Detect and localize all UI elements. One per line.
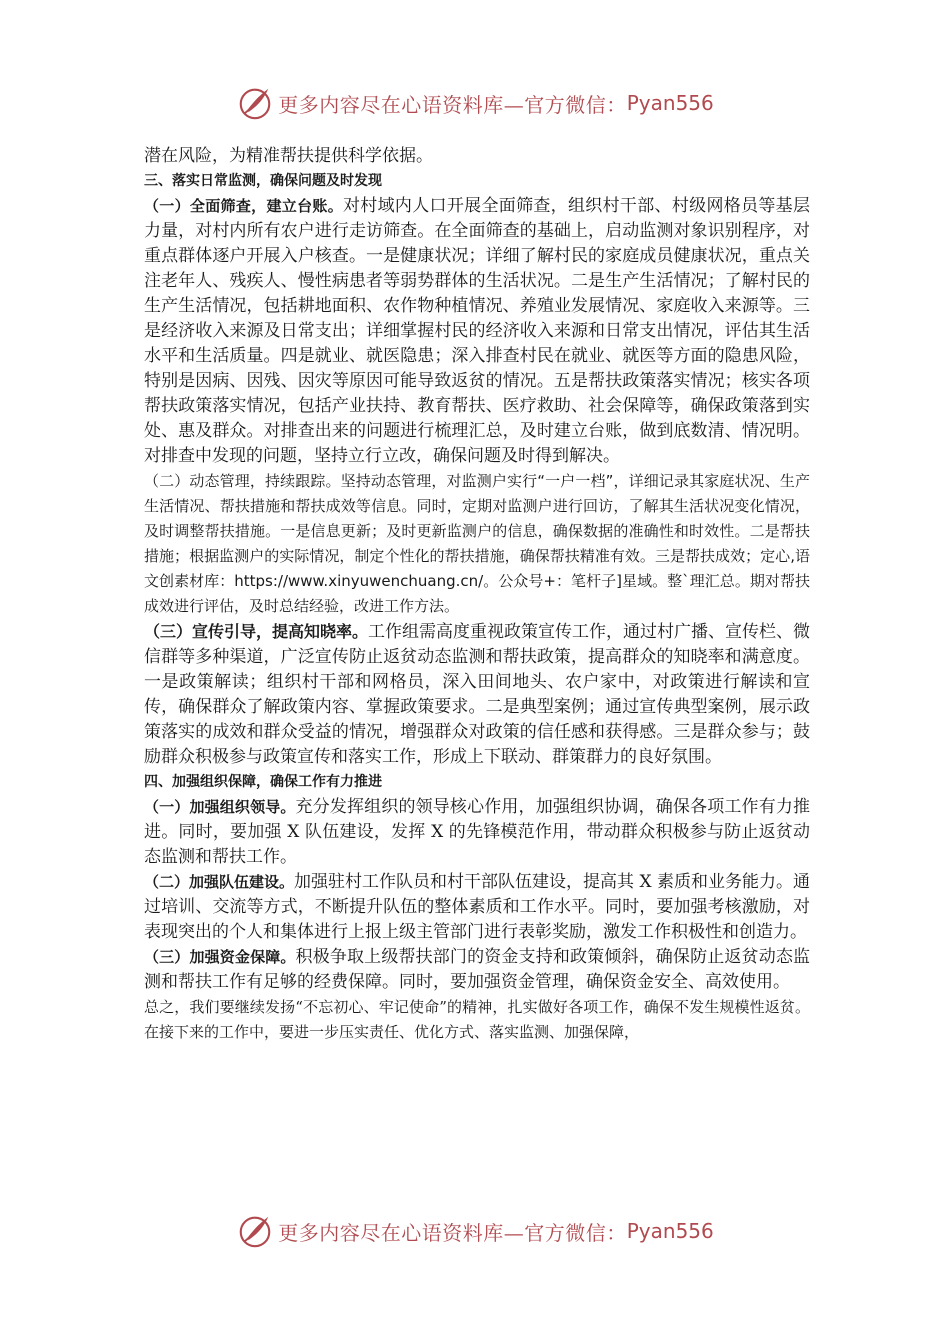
paragraph-text: 加强驻村工作队员和村干部队伍建设，提高其 X 素质和业务能力。通过培训、交流等方式，不断提升队伍的整体素质和工作水平。同时，要加强考核激励，对表现突出的个人和集体进行上报上级主管部门进行表彰奖励，激发工作积极性和创造力。 bbox=[144, 872, 810, 942]
paragraph-text: 积极争取上级帮扶部门的资金支持和政策倾斜，确保防止返贫动态监测和帮扶工作有足够的经费保障。同时，要加强资金管理，确保资金安全、高效使用。 bbox=[144, 947, 810, 992]
paragraph-3-1 bbox=[144, 194, 810, 469]
paragraph-text: 对村域内人口开展全面筛查，组织村干部、村级网格员等基层力量，对村内所有农户进行走访筛查。在全面筛查的基础上，启动监测对象识别程序，对重点群体逐户开展入户核查。一是健康状况；详细了解村民的家庭成员健康状况，重点关注老年人、残疾人、慢性病患者等弱势群体的生活状况。二是生产生活情况；了解村民的生产生活情况，包括耕地面积、农作物种植情况、养殖业发展情况、家庭收入来源等。三是经济收入来源及日常支出；详细掌握村民的经济收入来源和日常支出情况，评估其生活水平和生活质量。四是就业、就医隐患；深入排查村民在就业、就医等方面的隐患风险，特别是因病、因残、因灾等原因可能导致返贫的情况。五是帮扶政策落实情况；核实各项帮扶政策落实情况，包括产业扶持、教育帮扶、医疗救助、社会保障等，确保政策落到实处、惠及群众。对排查出来的问题进行梳理汇总，及时建立台账，做到底数清、情况明。对排查中发现的问题，坚持立行立改，确保问题及时得到解决。 bbox=[144, 196, 810, 466]
document-body bbox=[144, 144, 810, 1045]
paragraph-lead: （二）加强队伍建设。 bbox=[144, 873, 295, 891]
quill-circle-icon bbox=[236, 84, 274, 122]
paragraph-lead: （一）全面筛查，建立台账。 bbox=[144, 197, 343, 215]
section-heading-4: 四、加强组织保障，确保工作有力推进 bbox=[144, 774, 382, 790]
paragraph-3-2: （二）动态管理，持续跟踪。坚持动态管理，对监测户实行“一户一档”，详细记录其家庭状况、生产生活情况、帮扶措施和帮扶成效等信息。同时，定期对监测户进行回访，了解其生活状况变化情况，及时调整帮扶措施。一是信息更新；及时更新监测户的信息，确保数据的准确性和时效性。二是帮扶措施；根据监测户的实际情况，制定个性化的帮扶措施，确保帮扶精准有效。三是帮扶成效；定心,语文创素材库：https://www.xinyuwenchuang.cn/。公众号+：笔杆子]星域。整`理汇总。期对帮扶成效进行评估，及时总结经验，改进工作方法。 bbox=[144, 472, 810, 615]
banner-text: 更多内容尽在心语资料库—官方微信： bbox=[278, 92, 627, 117]
paragraph-lead: （三）加强资金保障。 bbox=[144, 948, 296, 966]
paragraph-3-3 bbox=[144, 619, 810, 770]
paragraph-lead: （三）宣传引导，提高知晓率。 bbox=[144, 622, 369, 641]
paragraph-4-2 bbox=[144, 870, 810, 945]
quill-circle-icon bbox=[236, 1212, 274, 1250]
paragraph-4-3 bbox=[144, 945, 810, 995]
banner-wechat-id: Pyan556 bbox=[626, 91, 714, 115]
paragraph-4-1 bbox=[144, 795, 810, 870]
banner-wechat-id: Pyan556 bbox=[626, 1219, 714, 1243]
paragraph-conclusion: 总之，我们要继续发扬“不忘初心、牢记使命”的精神，扎实做好各项工作，确保不发生规模性返贫。在接下来的工作中，要进一步压实责任、优化方式、落实监测、加强保障， bbox=[144, 998, 810, 1041]
footer-banner bbox=[0, 1208, 950, 1254]
paragraph-text: 工作组需高度重视政策宣传工作，通过村广播、宣传栏、微信群等多种渠道，广泛宣传防止返贫动态监测和帮扶政策，提高群众的知晓率和满意度。一是政策解读；组织村干部和网格员，深入田间地头、农户家中，对政策进行解读和宣传，确保群众了解政策内容、掌握政策要求。二是典型案例；通过宣传典型案例，展示政策落实的成效和群众受益的情况，增强群众对政策的信任感和获得感。三是群众参与；鼓励群众积极参与政策宣传和落实工作，形成上下联动、群策群力的良好氛围。 bbox=[144, 622, 811, 767]
section-heading-3: 三、落实日常监测，确保问题及时发现 bbox=[144, 173, 382, 189]
paragraph-lead: （一）加强组织领导。 bbox=[144, 798, 296, 816]
banner-text: 更多内容尽在心语资料库—官方微信： bbox=[278, 1220, 627, 1245]
paragraph-intro-tail: 潜在风险，为精准帮扶提供科学依据。 bbox=[144, 146, 433, 166]
header-banner bbox=[0, 80, 950, 126]
paragraph-text: 充分发挥组织的领导核心作用，加强组织协调，确保各项工作有力推进。同时，要加强 X 队伍建设，发挥 X 的先锋模范作用，带动群众积极参与防止返贫动态监测和帮扶工作。 bbox=[144, 797, 810, 867]
